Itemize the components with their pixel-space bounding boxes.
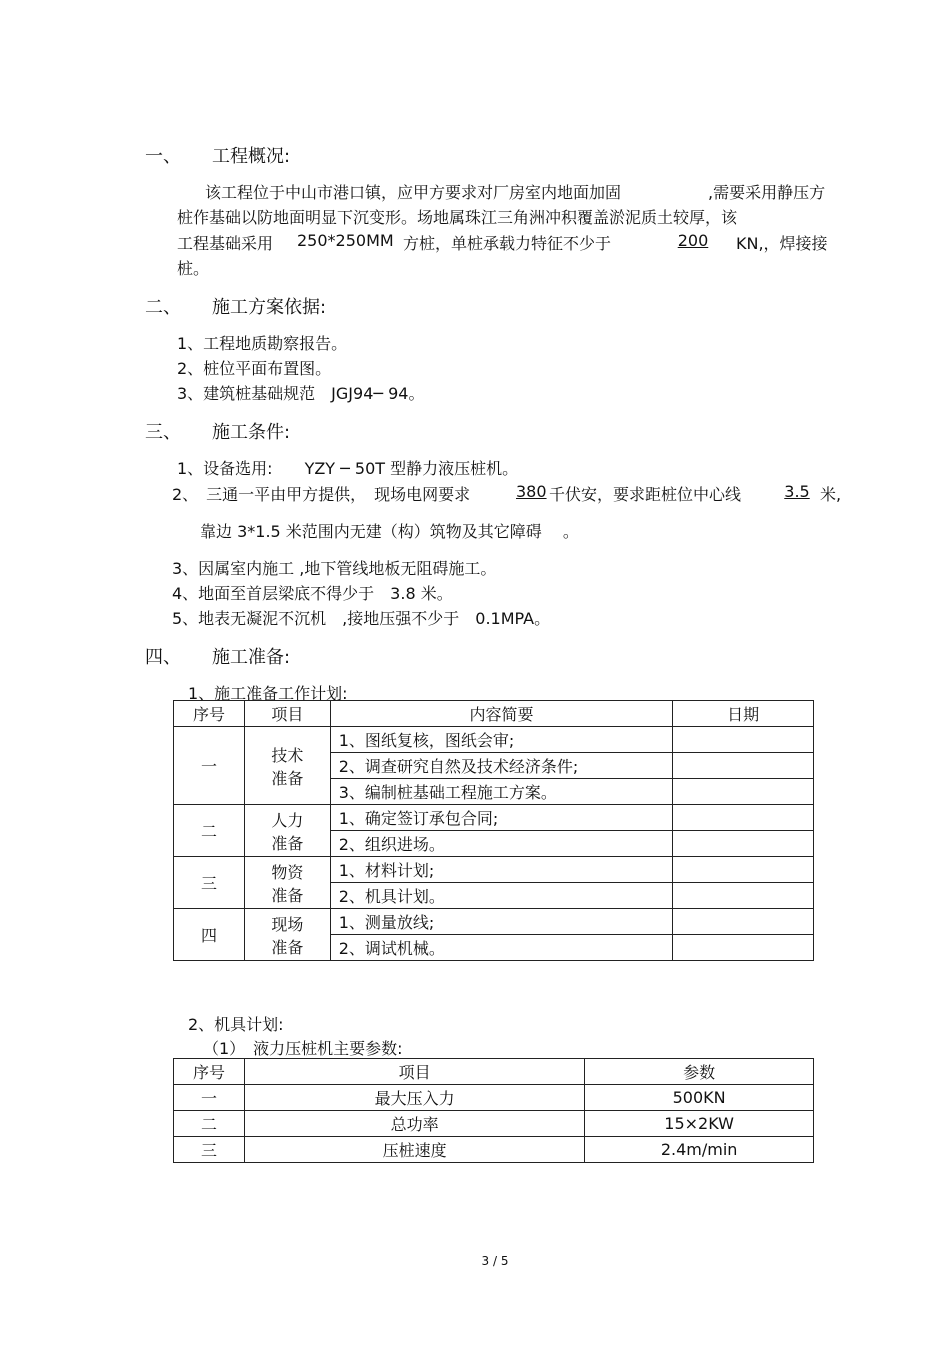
prep-plan-table xyxy=(173,700,814,961)
machine-plan-subcaption: （1） 液力压桩机主要参数: xyxy=(203,1039,403,1058)
date-cell xyxy=(673,779,814,805)
group-item: 技术 准备 xyxy=(244,727,330,805)
group-no: 二 xyxy=(174,805,245,857)
basis-item-2: 2、桩位平面布置图。 xyxy=(177,359,332,378)
date-cell xyxy=(673,857,814,883)
overview-line-1b: ,需要采用静压方 xyxy=(708,183,826,202)
page-number: 3 / 5 xyxy=(481,1254,509,1268)
date-cell xyxy=(673,831,814,857)
pile-capacity-value: 200 xyxy=(677,231,709,250)
group-item: 物资 准备 xyxy=(244,857,330,909)
content-cell: 1、材料计划; xyxy=(330,857,672,883)
table-row xyxy=(174,1111,814,1137)
header-no: 序号 xyxy=(174,701,245,727)
condition-2e: 米, xyxy=(820,485,842,504)
section-2-number: 二、 xyxy=(145,297,181,318)
row-item: 压桩速度 xyxy=(244,1137,584,1163)
power-grid-value: 380 xyxy=(516,482,547,501)
date-cell xyxy=(673,935,814,961)
content-cell: 2、调查研究自然及技术经济条件; xyxy=(330,753,672,779)
content-cell: 2、组织进场。 xyxy=(330,831,672,857)
prep-plan-caption: 1、施工准备工作计划: xyxy=(188,684,348,703)
condition-2c: 千伏安，要求距桩位中心线 xyxy=(549,485,742,504)
row-value: 15×2KW xyxy=(585,1111,814,1137)
section-4-title: 施工准备: xyxy=(212,647,291,668)
condition-2f: 靠边 3*1.5 米范围内无建（构）筑物及其它障碍 。 xyxy=(200,522,579,541)
table-row xyxy=(174,1085,814,1111)
condition-1: 1、设备选用: YZY ─ 50T 型静力液压桩机。 xyxy=(177,459,519,478)
section-2-title: 施工方案依据: xyxy=(212,297,327,318)
row-item: 总功率 xyxy=(244,1111,584,1137)
header-date: 日期 xyxy=(673,701,814,727)
group-item: 人力 准备 xyxy=(244,805,330,857)
overview-line-3a: 工程基础采用 xyxy=(177,234,274,253)
section-3-number: 三、 xyxy=(145,422,181,443)
condition-4: 4、地面至首层梁底不得少于 3.8 米。 xyxy=(172,584,453,603)
overview-line-4: 桩。 xyxy=(177,259,210,278)
row-value: 2.4m/min xyxy=(585,1137,814,1163)
condition-2a: 2、 三通一平由甲方提供， 现场电网要求 xyxy=(172,485,471,504)
group-no: 四 xyxy=(174,909,245,961)
header-no: 序号 xyxy=(174,1059,245,1085)
machine-params-table xyxy=(173,1058,814,1163)
overview-line-1a: 该工程位于中山市港口镇，应甲方要求对厂房室内地面加固 xyxy=(205,183,622,202)
row-no: 一 xyxy=(174,1085,245,1111)
group-item: 现场 准备 xyxy=(244,909,330,961)
overview-line-2: 桩作基础以防地面明显下沉变形。场地属珠江三角洲冲积覆盖淤泥质土较厚，该 xyxy=(177,208,738,227)
header-content: 内容简要 xyxy=(330,701,672,727)
section-1-number: 一、 xyxy=(145,146,181,167)
date-cell xyxy=(673,805,814,831)
date-cell xyxy=(673,727,814,753)
header-param: 参数 xyxy=(585,1059,814,1085)
overview-line-3e: KN,，焊接接 xyxy=(736,234,828,253)
date-cell xyxy=(673,753,814,779)
table-header-row xyxy=(174,701,814,727)
condition-3: 3、因属室内施工 ,地下管线地板无阻碍施工。 xyxy=(172,559,497,578)
content-cell: 2、机具计划。 xyxy=(330,883,672,909)
content-cell: 1、确定签订承包合同; xyxy=(330,805,672,831)
section-3-title: 施工条件: xyxy=(212,422,291,443)
date-cell xyxy=(673,883,814,909)
date-cell xyxy=(673,909,814,935)
content-cell: 2、调试机械。 xyxy=(330,935,672,961)
content-cell: 3、编制桩基础工程施工方案。 xyxy=(330,779,672,805)
row-value: 500KN xyxy=(585,1085,814,1111)
table-row xyxy=(174,805,814,831)
row-no: 二 xyxy=(174,1111,245,1137)
group-no: 一 xyxy=(174,727,245,805)
section-1-title: 工程概况: xyxy=(212,146,291,167)
condition-5: 5、地表无凝泥不沉机 ,接地压强不少于 0.1MPA。 xyxy=(172,609,551,628)
section-4-number: 四、 xyxy=(145,647,181,668)
table-header-row xyxy=(174,1059,814,1085)
table-row xyxy=(174,727,814,753)
machine-plan-caption: 2、机具计划: xyxy=(188,1015,284,1034)
basis-item-3: 3、建筑桩基础规范 JGJ94─ 94。 xyxy=(177,384,425,403)
row-no: 三 xyxy=(174,1137,245,1163)
table-row xyxy=(174,909,814,935)
content-cell: 1、图纸复核，图纸会审; xyxy=(330,727,672,753)
table-row xyxy=(174,857,814,883)
row-item: 最大压入力 xyxy=(244,1085,584,1111)
content-cell: 1、测量放线; xyxy=(330,909,672,935)
header-item: 项目 xyxy=(244,1059,584,1085)
basis-item-1: 1、工程地质勘察报告。 xyxy=(177,334,348,353)
header-item: 项目 xyxy=(244,701,330,727)
distance-value: 3.5 xyxy=(784,482,810,501)
table-row xyxy=(174,1137,814,1163)
overview-line-3c: 方桩，单桩承载力特征不少于 xyxy=(403,234,612,253)
group-no: 三 xyxy=(174,857,245,909)
overview-line-3b: 250*250MM xyxy=(297,231,394,250)
